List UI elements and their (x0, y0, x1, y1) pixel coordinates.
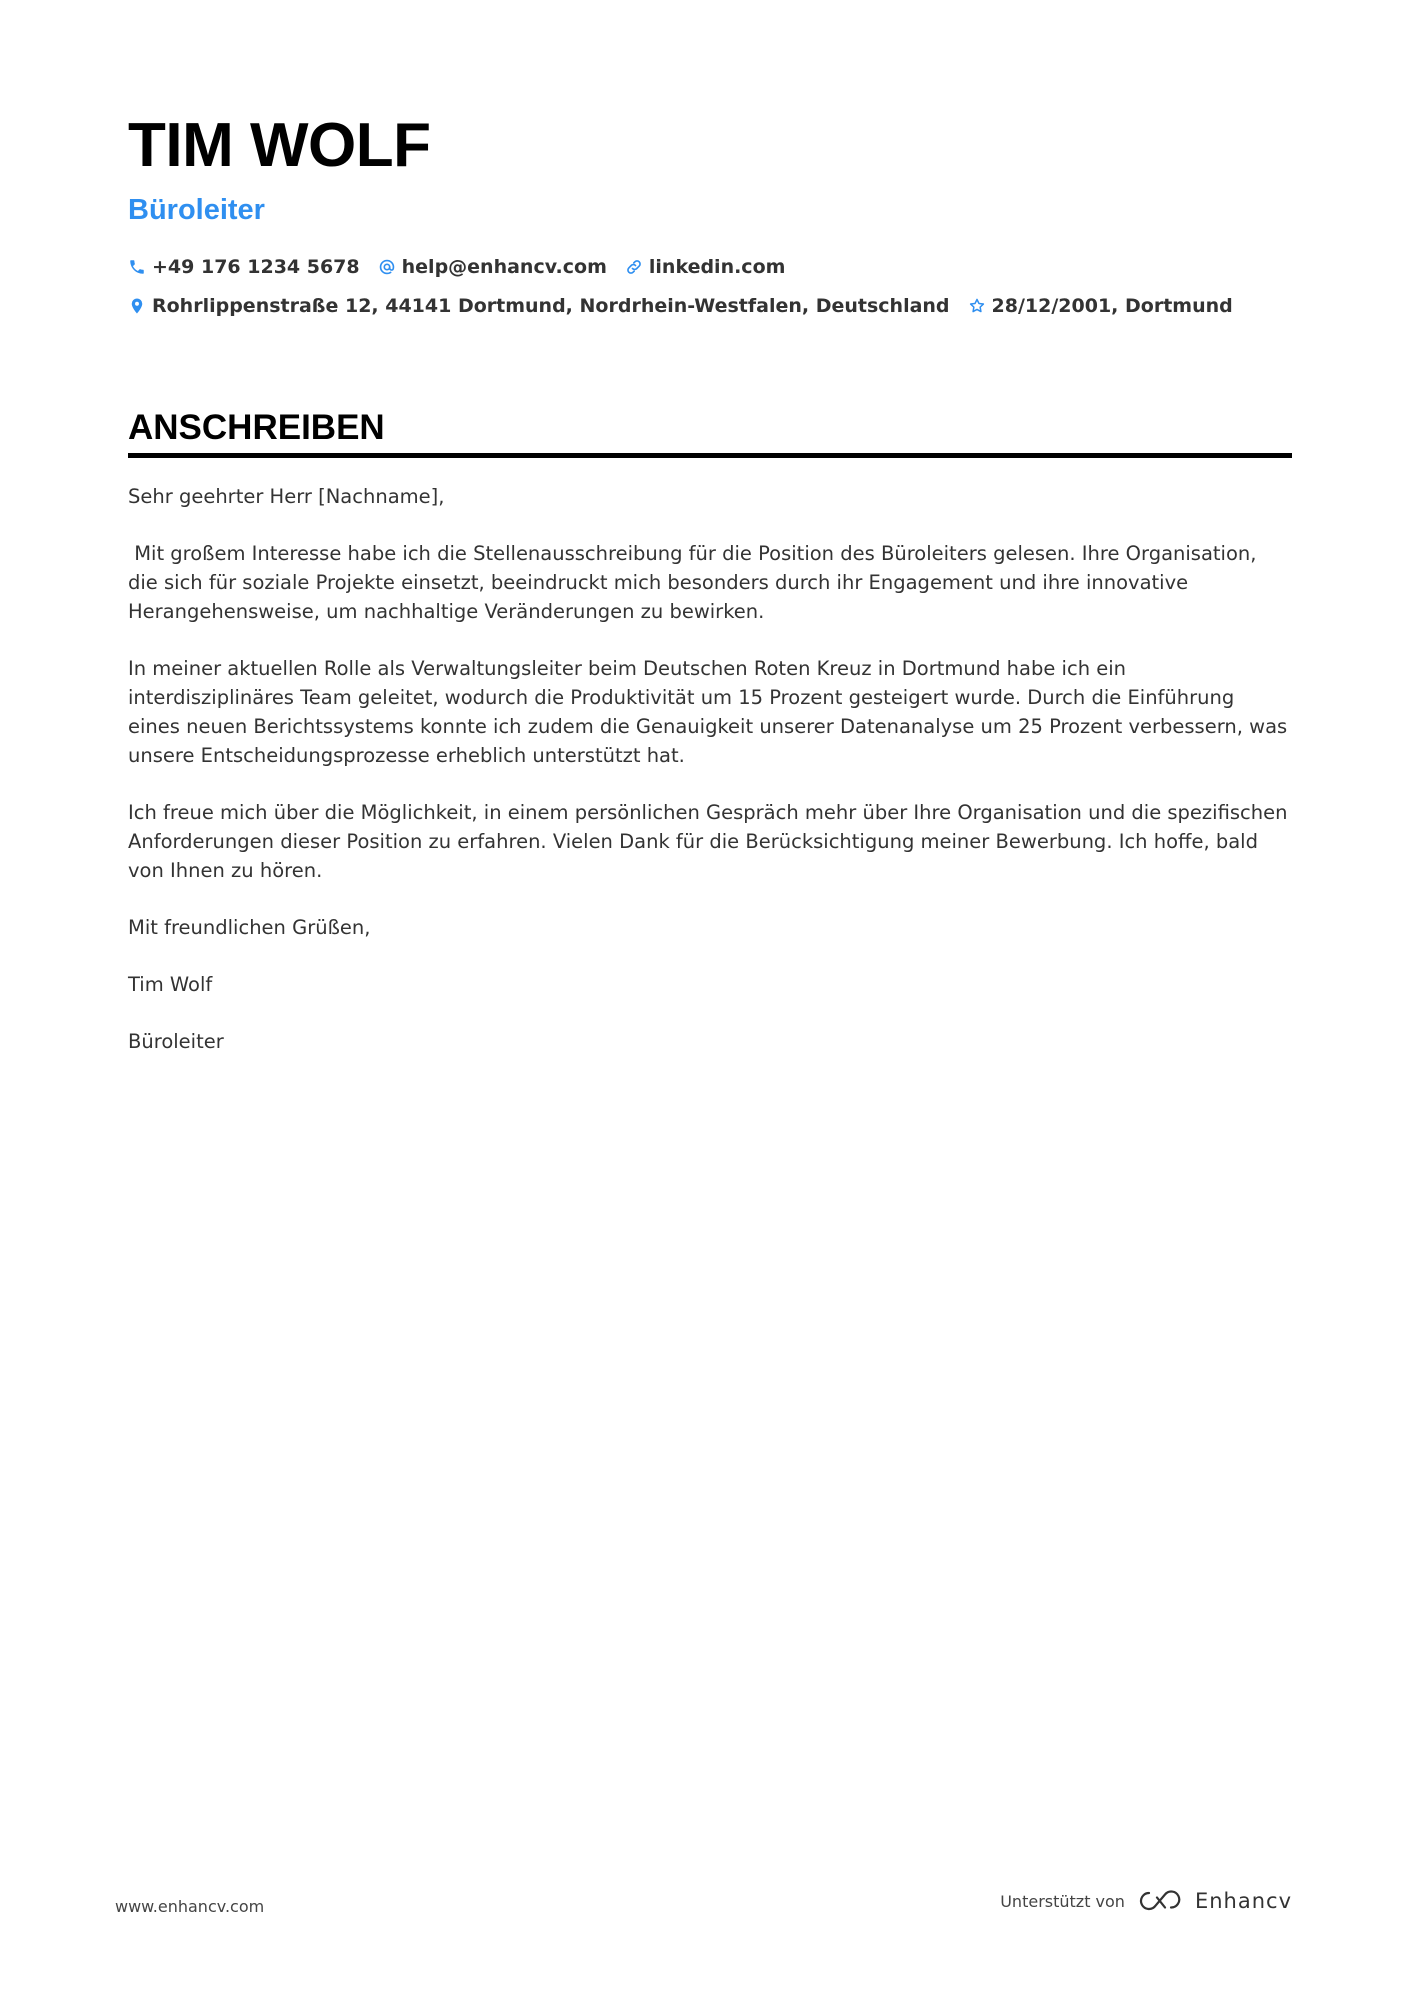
location-pin-icon (128, 297, 146, 315)
paragraph-3: Ich freue mich über die Möglichkeit, in einem persönlichen Gespräch mehr über Ihre Organisation und die spezifischen Anforderungen dieser Position zu erfahren. Vielen Dank für die Berücksichtigung meiner Bewerbung. Ich hoffe, bald von Ihnen zu hören. (128, 801, 1294, 882)
email-text[interactable]: help@enhancv.com (401, 256, 607, 278)
at-icon (378, 258, 396, 276)
enhancv-logo-icon (1137, 1888, 1183, 1914)
letter-body (128, 482, 1292, 1056)
paragraph-2: In meiner aktuellen Rolle als Verwaltungsleiter beim Deutschen Roten Kreuz in Dortmund habe ich ein interdisziplinäres Team geleitet, wodurch die Produktivität um 15 Prozent gesteigert wurde. Durch die Einführung eines neuen Berichtssystems konnte ich zudem die Genauigkeit unserer Datenanalyse um 25 Prozent verbessern, was unsere Entscheidungsprozesse erheblich unterstützt hat. (128, 657, 1294, 767)
phone-icon (128, 258, 146, 276)
powered-by-text: Unterstützt von (1000, 1891, 1125, 1911)
footer-website[interactable]: www.enhancv.com (115, 1897, 265, 1916)
address-text: Rohrlippenstraße 12, 44141 Dortmund, Nordrhein-Westfalen, Deutschland (152, 295, 950, 317)
candidate-name: TIM WOLF (128, 111, 431, 180)
signature-name: Tim Wolf (128, 973, 213, 996)
brand-name: Enhancv (1194, 1889, 1292, 1913)
header (128, 108, 1292, 321)
footer-brand-area (1000, 1888, 1292, 1914)
salutation: Sehr geehrter Herr [Nachname], (128, 485, 445, 508)
contact-address (128, 295, 950, 317)
cover-letter-section (128, 405, 1292, 1084)
signature-role: Büroleiter (128, 1030, 224, 1053)
contact-link[interactable] (625, 256, 786, 278)
contact-row-2 (128, 291, 1292, 321)
contact-email[interactable] (378, 256, 607, 278)
section-title: ANSCHREIBEN (128, 408, 385, 447)
paragraph-1: Mit großem Interesse habe ich die Stellenausschreibung für die Position des Büroleiters gelesen. Ihre Organisation, die sich für soziale Projekte einsetzt, beeindruckt mich besonders durch ihr Engagement und ihre innovative Herangehensweise, um nachhaltige Veränderungen zu bewirken. (128, 542, 1263, 623)
phone-text: +49 176 1234 5678 (152, 256, 360, 278)
birth-text: 28/12/2001, Dortmund (991, 295, 1233, 317)
closing: Mit freundlichen Grüßen, (128, 916, 371, 939)
section-divider (128, 453, 1292, 458)
brand[interactable] (1137, 1888, 1292, 1914)
candidate-role: Büroleiter (128, 194, 265, 226)
contact-phone (128, 256, 360, 278)
link-text[interactable]: linkedin.com (648, 256, 786, 278)
contact-birth (968, 295, 1233, 317)
link-icon (625, 258, 643, 276)
contact-row-1 (128, 252, 1292, 282)
star-icon (968, 297, 986, 315)
